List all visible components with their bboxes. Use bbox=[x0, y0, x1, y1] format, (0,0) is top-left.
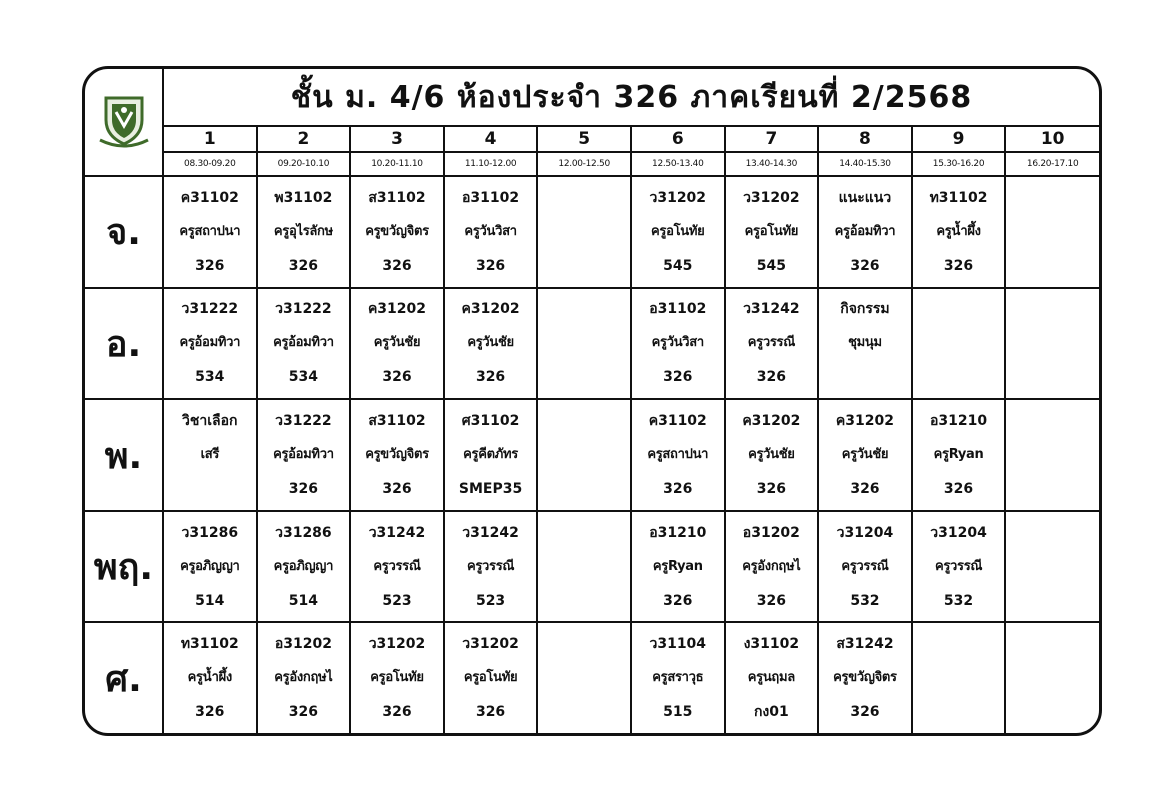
room-number bbox=[1006, 695, 1099, 729]
period-number: 1 bbox=[163, 126, 257, 152]
class-cell bbox=[725, 511, 819, 623]
period-time-row bbox=[85, 152, 1099, 176]
room-number: 326 bbox=[382, 369, 412, 386]
subject-code: ค31202 bbox=[742, 413, 801, 430]
class-cell bbox=[631, 288, 725, 400]
class-cell bbox=[818, 622, 912, 733]
day-label: จ. bbox=[85, 176, 163, 288]
room-number: 532 bbox=[850, 592, 880, 609]
room-number: 326 bbox=[382, 481, 412, 498]
class-cell bbox=[163, 511, 257, 623]
class-cell bbox=[818, 176, 912, 288]
room-number: 545 bbox=[663, 257, 693, 274]
subject-code: ว31202 bbox=[743, 189, 800, 206]
room-number bbox=[1006, 472, 1099, 506]
class-cell bbox=[631, 622, 725, 733]
subject-code: ว31242 bbox=[462, 524, 519, 541]
teacher-name: ครูวันวิสา bbox=[464, 223, 517, 239]
subject-code: ว31222 bbox=[181, 301, 239, 318]
room-number: 515 bbox=[663, 704, 693, 721]
period-number: 9 bbox=[912, 126, 1006, 152]
room-number bbox=[1006, 360, 1099, 394]
class-cell bbox=[444, 176, 538, 288]
subject-code: ค31202 bbox=[367, 301, 427, 318]
class-cell bbox=[257, 622, 351, 733]
subject-code: ว31202 bbox=[649, 189, 707, 206]
class-cell bbox=[350, 176, 444, 288]
teacher-name: ครูน้ำผึ้ง bbox=[187, 670, 232, 686]
room-number bbox=[1006, 249, 1099, 283]
subject-code: อ31202 bbox=[274, 636, 332, 653]
teacher-name bbox=[1006, 215, 1099, 249]
subject-code bbox=[1006, 516, 1099, 550]
class-cell bbox=[350, 622, 444, 733]
subject-code: ส31242 bbox=[836, 636, 894, 653]
room-number: 326 bbox=[382, 257, 412, 274]
class-cell bbox=[163, 399, 257, 511]
class-cell bbox=[725, 622, 819, 733]
class-cell bbox=[818, 511, 912, 623]
teacher-name: ครูขวัญจิตร bbox=[365, 447, 429, 463]
teacher-name: ครูอ้อมทิวา bbox=[179, 335, 241, 351]
teacher-name bbox=[1006, 326, 1099, 360]
class-cell bbox=[631, 176, 725, 288]
teacher-name: ครูอังกฤษไ bbox=[274, 670, 333, 686]
subject-code: พ31102 bbox=[274, 189, 333, 206]
class-cell bbox=[818, 399, 912, 511]
room-number: 326 bbox=[756, 592, 786, 609]
subject-code: ว31242 bbox=[743, 301, 800, 318]
class-cell bbox=[912, 288, 1006, 400]
teacher-name: ครูน้ำผึ้ง bbox=[936, 223, 981, 239]
class-cell bbox=[1005, 399, 1099, 511]
day-row bbox=[85, 176, 1099, 288]
teacher-name: ครูอุไรลักษ bbox=[273, 223, 333, 239]
day-label: พฤ. bbox=[85, 511, 163, 623]
room-number bbox=[913, 695, 1005, 729]
period-number-row bbox=[85, 126, 1099, 152]
period-number: 5 bbox=[537, 126, 631, 152]
class-cell bbox=[537, 288, 631, 400]
teacher-name: ครูวันชัย bbox=[841, 447, 889, 463]
class-cell bbox=[350, 511, 444, 623]
teacher-name: ครูอโนทัย bbox=[651, 223, 705, 239]
period-time: 10.20-11.10 bbox=[350, 152, 444, 176]
period-number: 3 bbox=[350, 126, 444, 152]
teacher-name: ครูวรรณี bbox=[466, 558, 515, 574]
room-number: 523 bbox=[475, 592, 506, 609]
class-cell bbox=[257, 288, 351, 400]
class-cell bbox=[912, 622, 1006, 733]
teacher-name bbox=[538, 326, 630, 360]
teacher-name: ครูวรรณี bbox=[373, 558, 421, 574]
period-number: 6 bbox=[631, 126, 725, 152]
class-cell bbox=[1005, 288, 1099, 400]
teacher-name: ครูRyan bbox=[652, 558, 703, 574]
subject-code bbox=[538, 627, 630, 661]
school-crest-icon bbox=[94, 90, 154, 150]
room-number: SMEP35 bbox=[458, 481, 523, 498]
teacher-name: ครูอโนทัย bbox=[744, 223, 799, 239]
room-number: 326 bbox=[943, 481, 974, 498]
day-label: อ. bbox=[85, 288, 163, 400]
subject-code: กิจกรรม bbox=[840, 301, 890, 318]
subject-code: อ31102 bbox=[462, 189, 520, 206]
room-number: 326 bbox=[475, 704, 506, 721]
class-cell bbox=[163, 288, 257, 400]
room-number: 326 bbox=[288, 257, 318, 274]
teacher-name: ครูนฤมล bbox=[747, 670, 795, 686]
day-row bbox=[85, 622, 1099, 733]
period-number: 4 bbox=[444, 126, 538, 152]
room-number: 326 bbox=[195, 704, 225, 721]
subject-code bbox=[1006, 404, 1099, 438]
room-number: 514 bbox=[288, 592, 318, 609]
teacher-name bbox=[1006, 661, 1099, 695]
teacher-name: ครูRyan bbox=[933, 447, 984, 463]
teacher-name: ครูขวัญจิตร bbox=[365, 223, 429, 239]
period-time: 08.30-09.20 bbox=[163, 152, 257, 176]
room-number bbox=[538, 584, 630, 618]
room-number: 514 bbox=[195, 592, 225, 609]
class-cell bbox=[1005, 511, 1099, 623]
class-cell bbox=[350, 288, 444, 400]
subject-code: อ31202 bbox=[742, 524, 800, 541]
subject-code bbox=[538, 404, 630, 438]
class-cell bbox=[537, 511, 631, 623]
teacher-name bbox=[538, 438, 630, 472]
period-time: 12.00-12.50 bbox=[537, 152, 631, 176]
class-cell bbox=[350, 399, 444, 511]
subject-code: ว31222 bbox=[275, 413, 332, 430]
period-number: 10 bbox=[1005, 126, 1099, 152]
teacher-name: ครูขวัญจิตร bbox=[833, 670, 897, 686]
room-number bbox=[538, 472, 630, 506]
teacher-name bbox=[538, 550, 630, 584]
subject-code: ท31102 bbox=[180, 636, 239, 653]
subject-code bbox=[538, 292, 630, 326]
teacher-name: ชุมนุม bbox=[848, 335, 882, 351]
subject-code: ส31102 bbox=[368, 413, 426, 430]
teacher-name: ครูอโนทัย bbox=[370, 670, 424, 686]
period-time: 12.50-13.40 bbox=[631, 152, 725, 176]
period-time: 09.20-10.10 bbox=[257, 152, 351, 176]
room-number: 326 bbox=[288, 704, 318, 721]
subject-code: ว31242 bbox=[368, 524, 426, 541]
teacher-name bbox=[538, 215, 630, 249]
class-cell bbox=[631, 511, 725, 623]
day-row bbox=[85, 399, 1099, 511]
class-cell bbox=[537, 622, 631, 733]
teacher-name: ครูวันชัย bbox=[373, 335, 421, 351]
period-time: 13.40-14.30 bbox=[725, 152, 819, 176]
subject-code: ว31104 bbox=[649, 636, 707, 653]
class-cell bbox=[725, 399, 819, 511]
teacher-name: ครูอังกฤษไ bbox=[742, 558, 801, 574]
subject-code bbox=[1006, 181, 1099, 215]
teacher-name: ครูวรรณี bbox=[841, 558, 889, 574]
room-number bbox=[538, 360, 630, 394]
teacher-name: ครูสถาปนา bbox=[647, 447, 709, 463]
class-cell bbox=[912, 176, 1006, 288]
teacher-name: ครูอภิญญา bbox=[273, 558, 334, 574]
subject-code: อ31210 bbox=[649, 524, 707, 541]
room-number: 532 bbox=[943, 592, 974, 609]
subject-code: ค31102 bbox=[180, 189, 239, 206]
teacher-name bbox=[1006, 550, 1099, 584]
room-number: 545 bbox=[756, 257, 786, 274]
room-number: 326 bbox=[850, 257, 880, 274]
subject-code: ว31286 bbox=[275, 524, 332, 541]
subject-code: ค31202 bbox=[461, 301, 520, 318]
subject-code: ส31102 bbox=[368, 189, 426, 206]
room-number: 326 bbox=[756, 481, 786, 498]
room-number bbox=[913, 360, 1005, 394]
teacher-name: ครูอ้อมทิวา bbox=[273, 447, 334, 463]
teacher-name: ครูคีตภัทร bbox=[463, 447, 518, 463]
teacher-name bbox=[913, 326, 1005, 360]
subject-code bbox=[538, 181, 630, 215]
class-cell bbox=[257, 511, 351, 623]
timetable-grid bbox=[85, 69, 1099, 733]
class-cell bbox=[912, 399, 1006, 511]
subject-code: ว31222 bbox=[275, 301, 332, 318]
room-number: 326 bbox=[663, 369, 693, 386]
subject-code bbox=[913, 292, 1005, 326]
room-number: กง01 bbox=[753, 704, 789, 721]
class-cell bbox=[257, 399, 351, 511]
teacher-name: ครูอ้อมทิวา bbox=[273, 335, 334, 351]
room-number: 534 bbox=[288, 369, 318, 386]
subject-code: ค31102 bbox=[648, 413, 707, 430]
class-cell bbox=[163, 622, 257, 733]
day-row bbox=[85, 288, 1099, 400]
teacher-name: ครูวันชัย bbox=[467, 335, 514, 351]
subject-code: แนะแนว bbox=[838, 189, 892, 206]
page-title: ชั้น ม. 4/6 ห้องประจำ 326 ภาคเรียนที่ 2/2568 bbox=[163, 69, 1099, 126]
room-number bbox=[1006, 584, 1099, 618]
room-number: 326 bbox=[850, 481, 880, 498]
class-cell bbox=[444, 288, 538, 400]
teacher-name: ครูอภิญญา bbox=[180, 558, 240, 574]
period-time: 15.30-16.20 bbox=[912, 152, 1006, 176]
teacher-name: ครูสถาปนา bbox=[179, 223, 241, 239]
subject-code: ว31286 bbox=[181, 524, 239, 541]
subject-code: ค31202 bbox=[835, 413, 894, 430]
class-cell bbox=[631, 399, 725, 511]
period-time: 11.10-12.00 bbox=[444, 152, 538, 176]
class-cell bbox=[444, 399, 538, 511]
room-number bbox=[538, 249, 630, 283]
logo-cell bbox=[85, 69, 163, 176]
teacher-name: ครูวรรณี bbox=[934, 558, 983, 574]
subject-code: ว31202 bbox=[368, 636, 426, 653]
teacher-name: ครูสราวุธ bbox=[652, 670, 704, 686]
teacher-name bbox=[1006, 438, 1099, 472]
room-number: 523 bbox=[382, 592, 412, 609]
teacher-name: ครูวันชัย bbox=[748, 447, 795, 463]
room-number bbox=[164, 472, 256, 506]
room-number: 326 bbox=[475, 257, 506, 274]
class-cell bbox=[725, 288, 819, 400]
room-number: 326 bbox=[850, 704, 880, 721]
room-number: 326 bbox=[195, 257, 225, 274]
class-cell bbox=[537, 176, 631, 288]
class-cell bbox=[537, 399, 631, 511]
class-cell bbox=[257, 176, 351, 288]
subject-code: ว31204 bbox=[836, 524, 894, 541]
subject-code: ว31204 bbox=[930, 524, 987, 541]
period-number: 2 bbox=[257, 126, 351, 152]
teacher-name: ครูอ้อมทิวา bbox=[834, 223, 896, 239]
subject-code: ง31102 bbox=[743, 636, 800, 653]
room-number bbox=[538, 695, 630, 729]
subject-code: ศ31102 bbox=[461, 413, 520, 430]
subject-code: วิชาเลือก bbox=[182, 413, 238, 430]
subject-code: ว31202 bbox=[462, 636, 519, 653]
room-number: 326 bbox=[288, 481, 318, 498]
room-number: 326 bbox=[382, 704, 412, 721]
teacher-name bbox=[913, 661, 1005, 695]
day-label: พ. bbox=[85, 399, 163, 511]
teacher-name: ครูวรรณี bbox=[747, 335, 795, 351]
subject-code: ท31102 bbox=[929, 189, 988, 206]
room-number: 326 bbox=[663, 481, 693, 498]
room-number bbox=[819, 360, 911, 394]
period-number: 8 bbox=[818, 126, 912, 152]
subject-code bbox=[1006, 627, 1099, 661]
class-cell bbox=[444, 622, 538, 733]
subject-code bbox=[538, 516, 630, 550]
class-cell bbox=[444, 511, 538, 623]
subject-code: อ31210 bbox=[929, 413, 988, 430]
room-number: 326 bbox=[756, 369, 786, 386]
timetable bbox=[82, 66, 1102, 736]
period-time: 14.40-15.30 bbox=[818, 152, 912, 176]
day-row bbox=[85, 511, 1099, 623]
subject-code bbox=[913, 627, 1005, 661]
period-time: 16.20-17.10 bbox=[1005, 152, 1099, 176]
class-cell bbox=[912, 511, 1006, 623]
class-cell bbox=[1005, 176, 1099, 288]
subject-code: อ31102 bbox=[649, 301, 707, 318]
class-cell bbox=[725, 176, 819, 288]
room-number: 326 bbox=[475, 369, 506, 386]
class-cell bbox=[1005, 622, 1099, 733]
class-cell bbox=[818, 288, 912, 400]
day-label: ศ. bbox=[85, 622, 163, 733]
teacher-name bbox=[538, 661, 630, 695]
teacher-name: เสรี bbox=[200, 447, 220, 463]
teacher-name: ครูวันวิสา bbox=[651, 335, 704, 351]
room-number: 326 bbox=[663, 592, 693, 609]
subject-code bbox=[1006, 292, 1099, 326]
room-number: 326 bbox=[943, 257, 974, 274]
room-number: 534 bbox=[195, 369, 225, 386]
class-cell bbox=[163, 176, 257, 288]
teacher-name: ครูอโนทัย bbox=[463, 670, 518, 686]
period-number: 7 bbox=[725, 126, 819, 152]
